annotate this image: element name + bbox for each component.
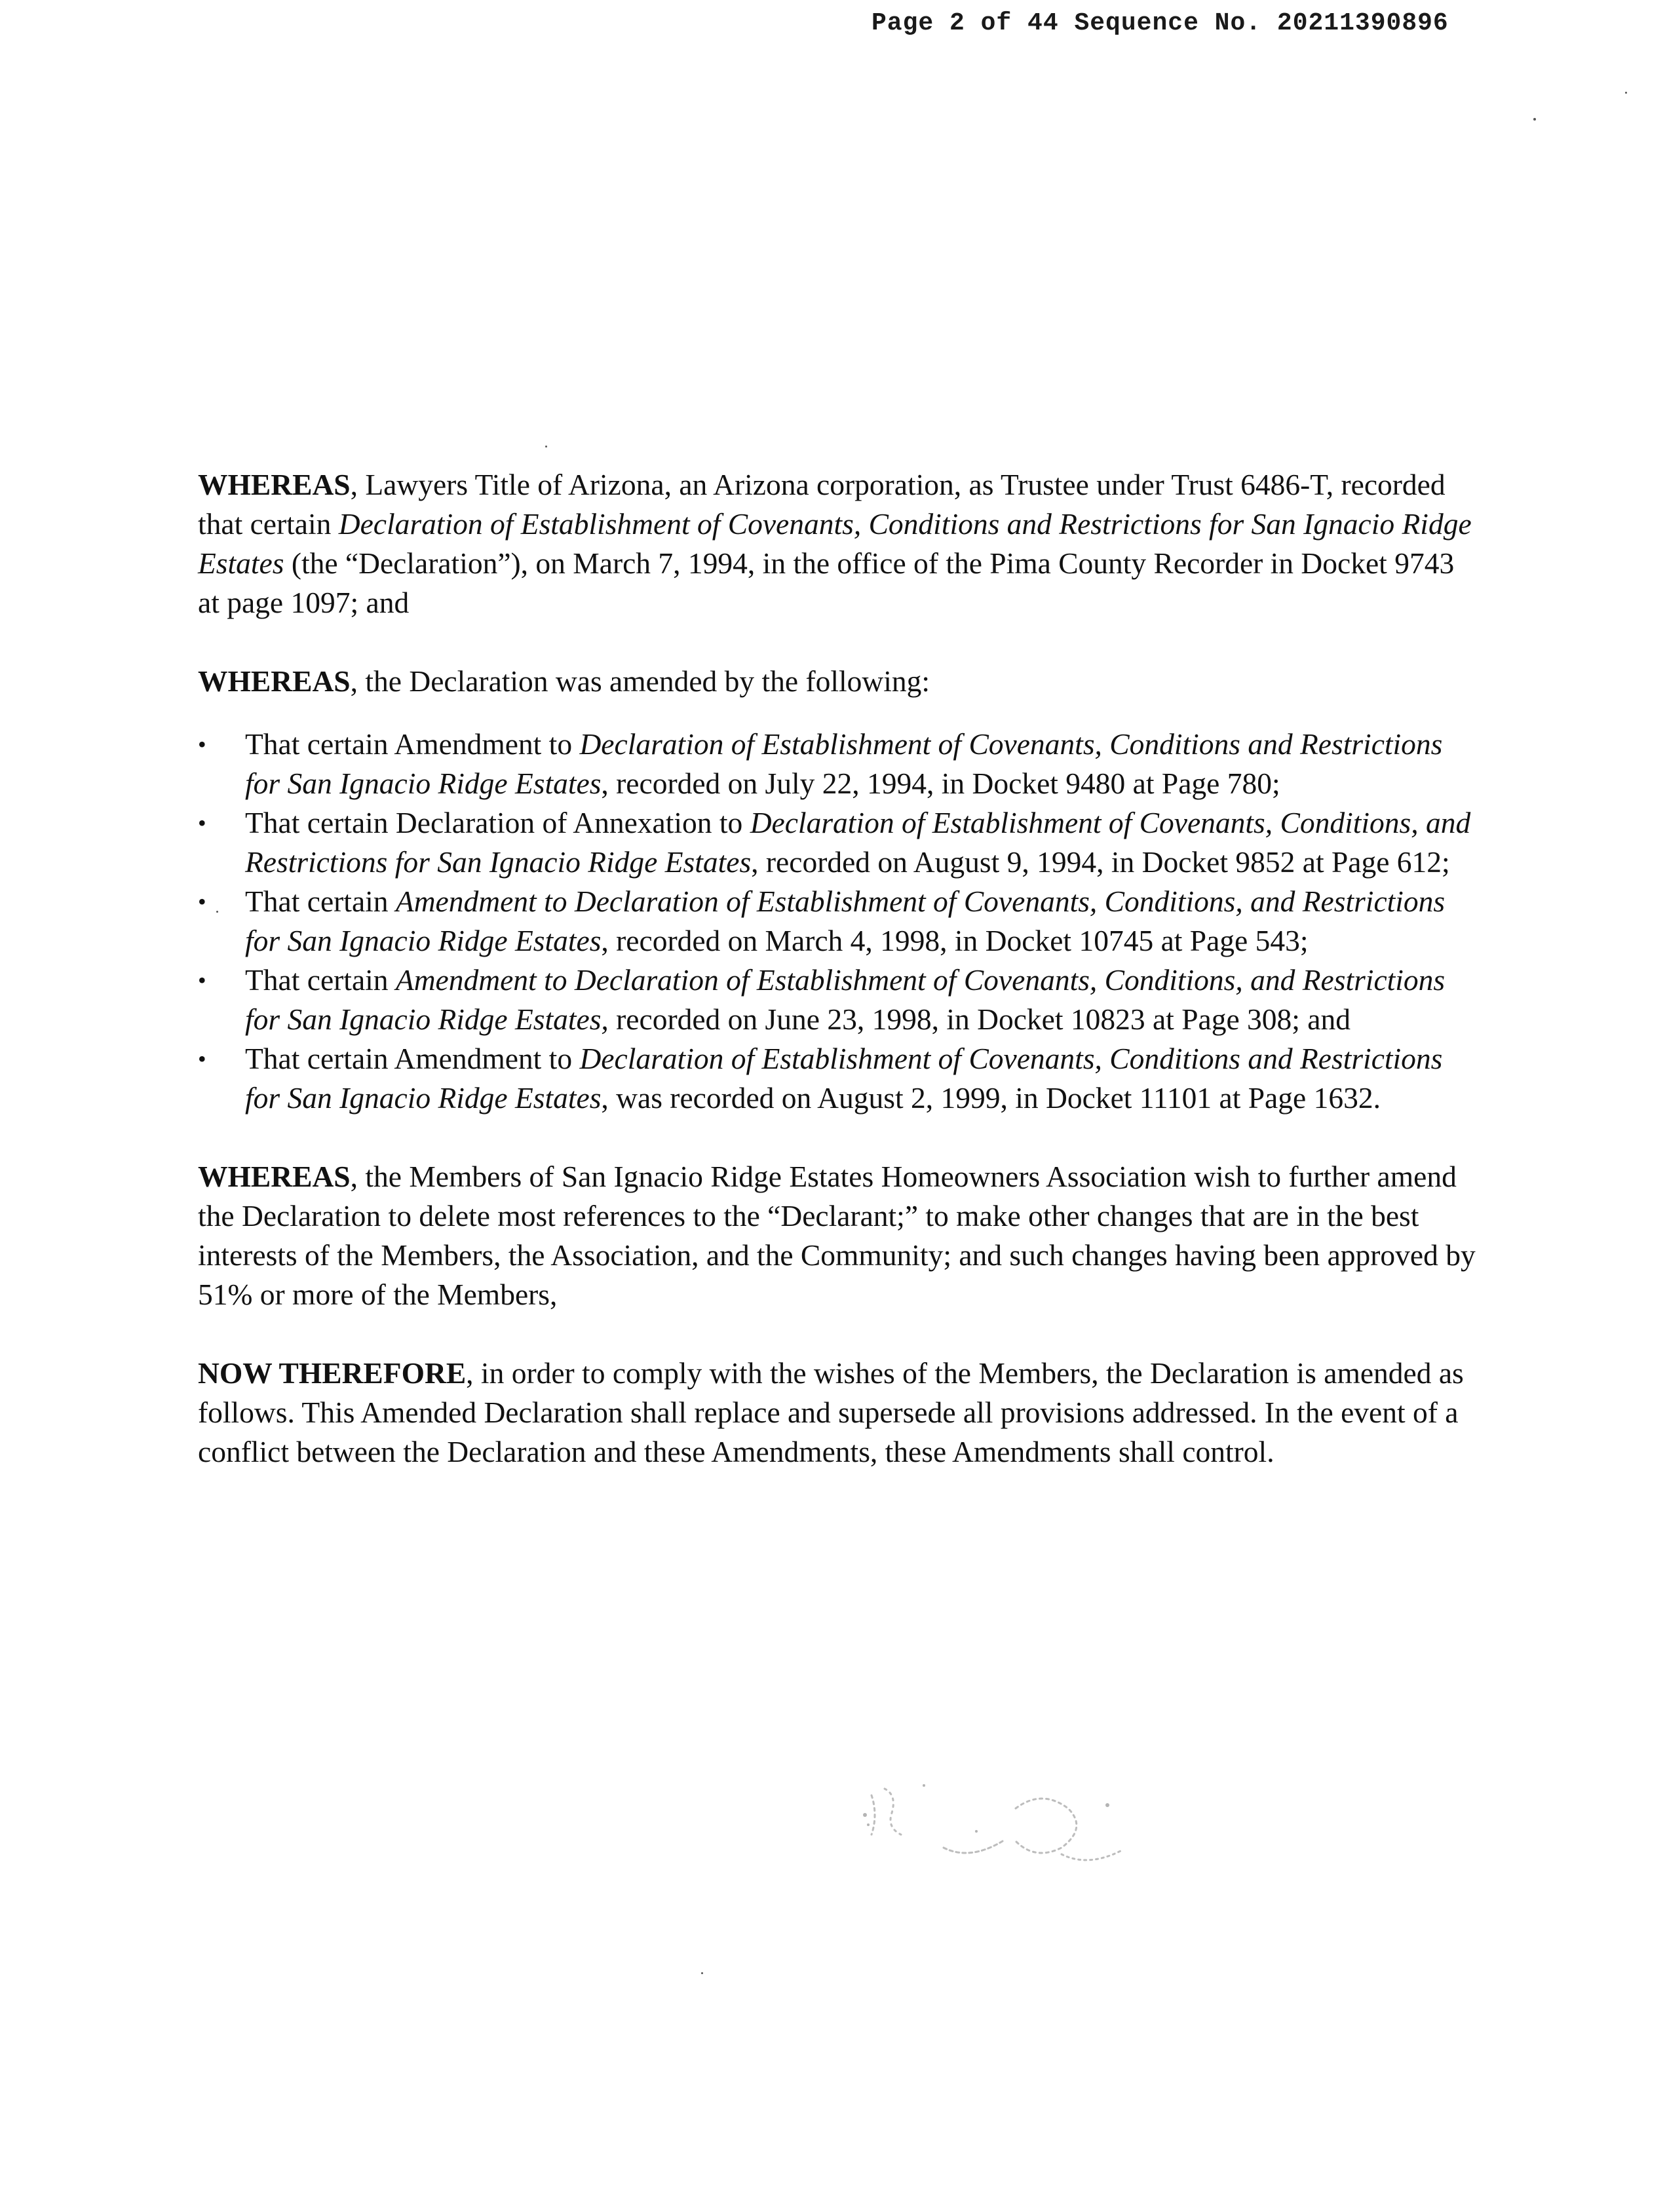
- amendment-list-item: [198, 1039, 1482, 1118]
- amendment-list: [198, 725, 1482, 1118]
- paragraph-text: , the Members of San Ignacio Ridge Estates Homeowners Association wish to further amend the Declaration to delete most references to the “Declarant;” to make other changes that are in the best interests of the Members, the Association, and the Community; and such changes having been approved by 51% or more of the Members,: [198, 1160, 1476, 1311]
- bullet-icon: •: [198, 967, 206, 993]
- amendment-prefix: That certain: [245, 885, 396, 918]
- faint-initials-mark: [845, 1769, 1147, 1887]
- amendment-recording: , recorded on March 4, 1998, in Docket 10745 at Page 543;: [601, 924, 1309, 957]
- paragraph-text: , in order to comply with the wishes of the Members, the Declaration is amended as follows. This Amended Declaration shall replace and supersede all provisions addressed. In the event of a conflict between the Declaration and these Amendments, these Amendments shall control.: [198, 1356, 1464, 1468]
- whereas-paragraph-declaration: [198, 465, 1482, 622]
- amendment-prefix: That certain Amendment to: [245, 1042, 580, 1075]
- paragraph-text: , the Declaration was amended by the following:: [350, 664, 930, 698]
- amendment-title: Declaration of Establishment of Covenants, Conditions and Restrictions for San Ignacio Ridge Estates: [245, 727, 1443, 800]
- amendment-recording: recorded on June 23, 1998, in Docket 10823 at Page 308; and: [608, 1002, 1351, 1036]
- bullet-icon: •: [198, 888, 206, 915]
- whereas-paragraph-members: [198, 1157, 1482, 1314]
- now-therefore-lead: NOW THEREFORE: [198, 1356, 467, 1390]
- amendment-list-item: [198, 803, 1482, 882]
- scan-speck: [216, 911, 218, 913]
- paragraph-text: , Lawyers Title of Arizona, an Arizona corporation, as Trustee under Trust 6486-T, recorded that certain: [198, 468, 1446, 541]
- bullet-icon: •: [198, 1046, 206, 1072]
- scan-speck: [545, 446, 547, 448]
- page-sequence-header: Page 2 of 44 Sequence No. 20211390896: [872, 9, 1449, 37]
- scan-speck: [701, 1972, 703, 1974]
- scan-speck: [1625, 92, 1627, 94]
- whereas-paragraph-amended: [198, 662, 1482, 701]
- amendment-recording: , recorded on August 9, 1994, in Docket 9852 at Page 612;: [751, 845, 1450, 879]
- bullet-icon: •: [198, 731, 206, 757]
- amendment-title: Declaration of Establishment of Covenants, Conditions and Restrictions for San Ignacio Ridge Estates: [245, 1042, 1443, 1115]
- whereas-lead: WHEREAS: [198, 468, 351, 501]
- amendment-recording: , recorded on July 22, 1994, in Docket 9480 at Page 780;: [601, 767, 1280, 800]
- amendment-list-item: [198, 882, 1482, 961]
- amendment-prefix: That certain Declaration of Annexation to: [245, 806, 750, 839]
- paragraph-text: (the “Declaration”), on March 7, 1994, in the office of the Pima County Recorder in Docket 9743 at page 1097; and: [198, 546, 1455, 619]
- amendment-recording: , was recorded on August 2, 1999, in Docket 11101 at Page 1632.: [601, 1081, 1381, 1115]
- amendment-title: Declaration of Establishment of Covenants, Conditions, and Restrictions for San Ignacio Ridge Estates: [245, 806, 1471, 879]
- amendment-title: Amendment to Declaration of Establishment of Covenants, Conditions, and Restrictions for San Ignacio Ridge Estates: [245, 885, 1446, 957]
- whereas-lead: WHEREAS: [198, 664, 351, 698]
- bullet-icon: •: [198, 810, 206, 836]
- whereas-lead: WHEREAS: [198, 1160, 351, 1193]
- amendment-prefix: That certain Amendment to: [245, 727, 580, 761]
- amendment-list-item: [198, 725, 1482, 803]
- amendment-prefix: That certain: [245, 963, 396, 997]
- document-body: [198, 465, 1482, 1511]
- amendment-title: Amendment to Declaration of Establishment of Covenants, Conditions, and Restrictions for San Ignacio Ridge Estates,: [245, 963, 1446, 1036]
- scan-speck: [1533, 118, 1536, 121]
- now-therefore-paragraph: [198, 1354, 1482, 1472]
- amendment-list-item: [198, 961, 1482, 1039]
- declaration-title: Declaration of Establishment of Covenants, Conditions and Restrictions for San Ignacio Ridge Estates: [198, 507, 1472, 580]
